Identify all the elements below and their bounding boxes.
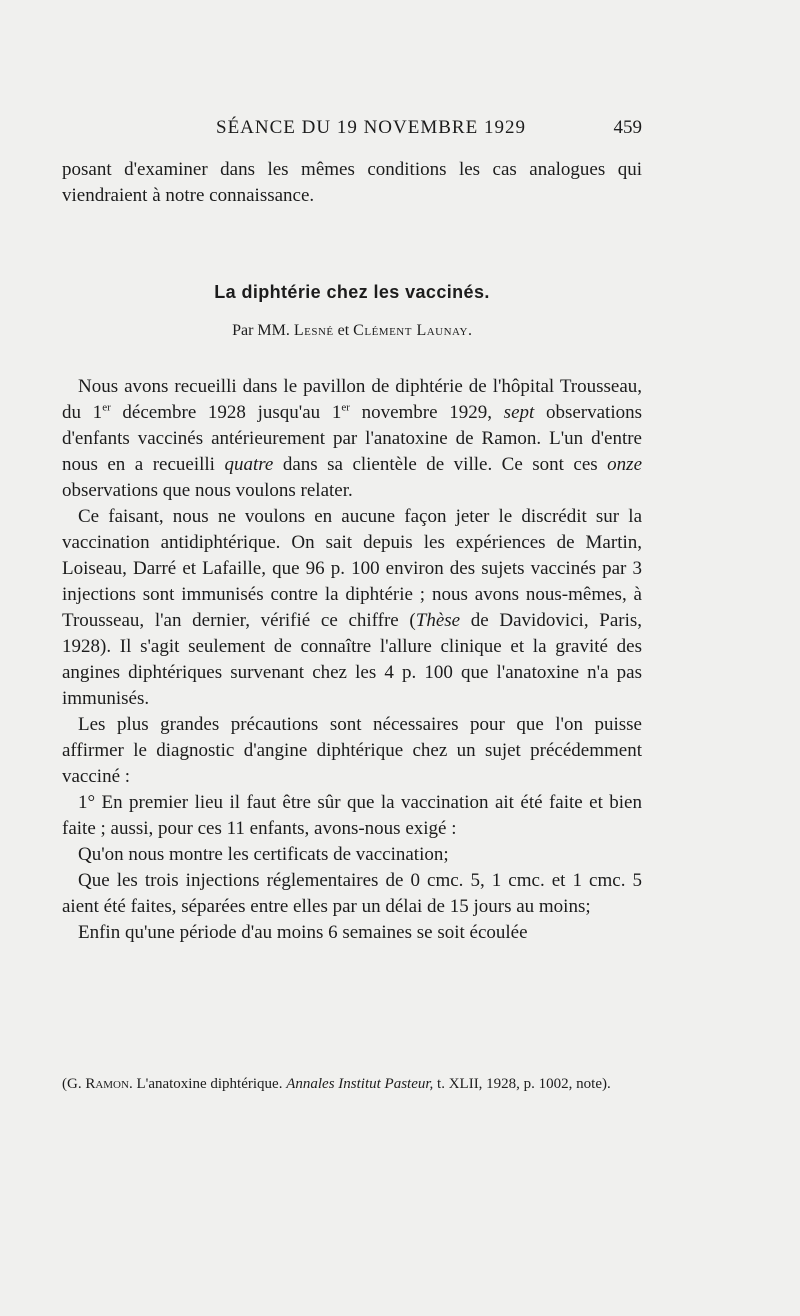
- p1-italic-quatre: quatre: [224, 454, 274, 475]
- footnote-text-a: . L'anatoxine diphtérique.: [128, 1076, 287, 1092]
- p1-superscript-2: er: [341, 401, 350, 414]
- authors-and: et: [333, 322, 354, 339]
- p1-italic-sept: sept: [503, 402, 535, 423]
- p1-text-c: novembre 1929,: [349, 402, 504, 423]
- paragraph-5: Qu'on nous montre les certificats de vaccination;: [78, 844, 449, 865]
- p2-text-b: de Davidovici, Paris, 1928). Il s'agit seulement de connaître l'allure clinique et la gravité des angines diphtériques survenant chez les 4 p. 100 que l'anatoxine n'a pas immunisés.: [62, 610, 643, 709]
- paragraph-1: [62, 374, 642, 504]
- p1-text-e: dans sa clientèle de ville. Ce sont ces: [273, 454, 608, 475]
- footnote-text-b: t. XLII, 1928, p. 1002, note).: [433, 1076, 611, 1092]
- p1-text-f: observations que nous voulons relater.: [62, 480, 353, 501]
- footnote-journal: Annales Institut Pasteur,: [286, 1076, 434, 1092]
- p2-text-a: Ce faisant, nous ne voulons en aucune façon jeter le discrédit sur la vaccination antidiphtérique. On sait depuis les expériences de Martin, Loiseau, Darré et Lafaille, que 96 p. 100 environ des sujets vaccinés par 3 injections sont immunisés contre la diphtérie ; nous avons nous-mêmes, à Trousseau, l'an dernier, vérifié ce chiffre (: [62, 506, 642, 631]
- authors-line: [62, 322, 642, 340]
- author-launay: Clément Launay: [353, 322, 468, 339]
- footnote-author: Ramon: [85, 1076, 129, 1092]
- p1-text-b: décembre 1928 jusqu'au 1: [110, 402, 342, 423]
- author-lesne: Lesné: [293, 322, 334, 339]
- header-title: SÉANCE DU 19 NOVEMBRE 1929: [216, 117, 526, 138]
- footnote-open: (G.: [62, 1076, 86, 1092]
- article-body: [62, 374, 642, 946]
- running-header: [62, 117, 642, 147]
- authors-prefix: Par MM.: [232, 322, 294, 339]
- section-title: La diphtérie chez les vaccinés.: [214, 282, 490, 302]
- page-number: 459: [613, 117, 642, 138]
- paragraph-2: [62, 504, 642, 712]
- paragraph-6: Que les trois injections réglementaires de 0 cmc. 5, 1 cmc. et 1 cmc. 5 aient été faites, séparées entre elles par un délai de 15 jours au moins;: [62, 870, 642, 917]
- footnote: [62, 1074, 642, 1094]
- authors-suffix: .: [467, 322, 472, 339]
- paragraph-3: Les plus grandes précautions sont nécessaires pour que l'on puisse affirmer le diagnostic d'angine diphtérique chez un sujet précédemment vacciné :: [62, 714, 642, 787]
- intro-paragraph: posant d'examiner dans les mêmes conditions les cas analogues qui viendraient à notre connaissance.: [62, 159, 642, 206]
- paragraph-7: Enfin qu'une période d'au moins 6 semaines se soit écoulée: [78, 922, 528, 943]
- p1-text-d: observations d'enfants vaccinés antérieurement par l'anatoxine de Ramon. L'un d'entre nous en a recueilli: [62, 402, 643, 475]
- p1-superscript-1: er: [102, 401, 111, 414]
- p1-italic-onze: onze: [607, 454, 642, 475]
- p2-italic-these: Thèse: [415, 610, 461, 631]
- p1-text-a: Nous avons recueilli dans le pavillon de diphtérie de l'hôpital Trousseau, du 1: [62, 376, 642, 423]
- paragraph-4: 1° En premier lieu il faut être sûr que la vaccination ait été faite et bien faite ; aussi, pour ces 11 enfants, avons-nous exigé :: [62, 792, 642, 839]
